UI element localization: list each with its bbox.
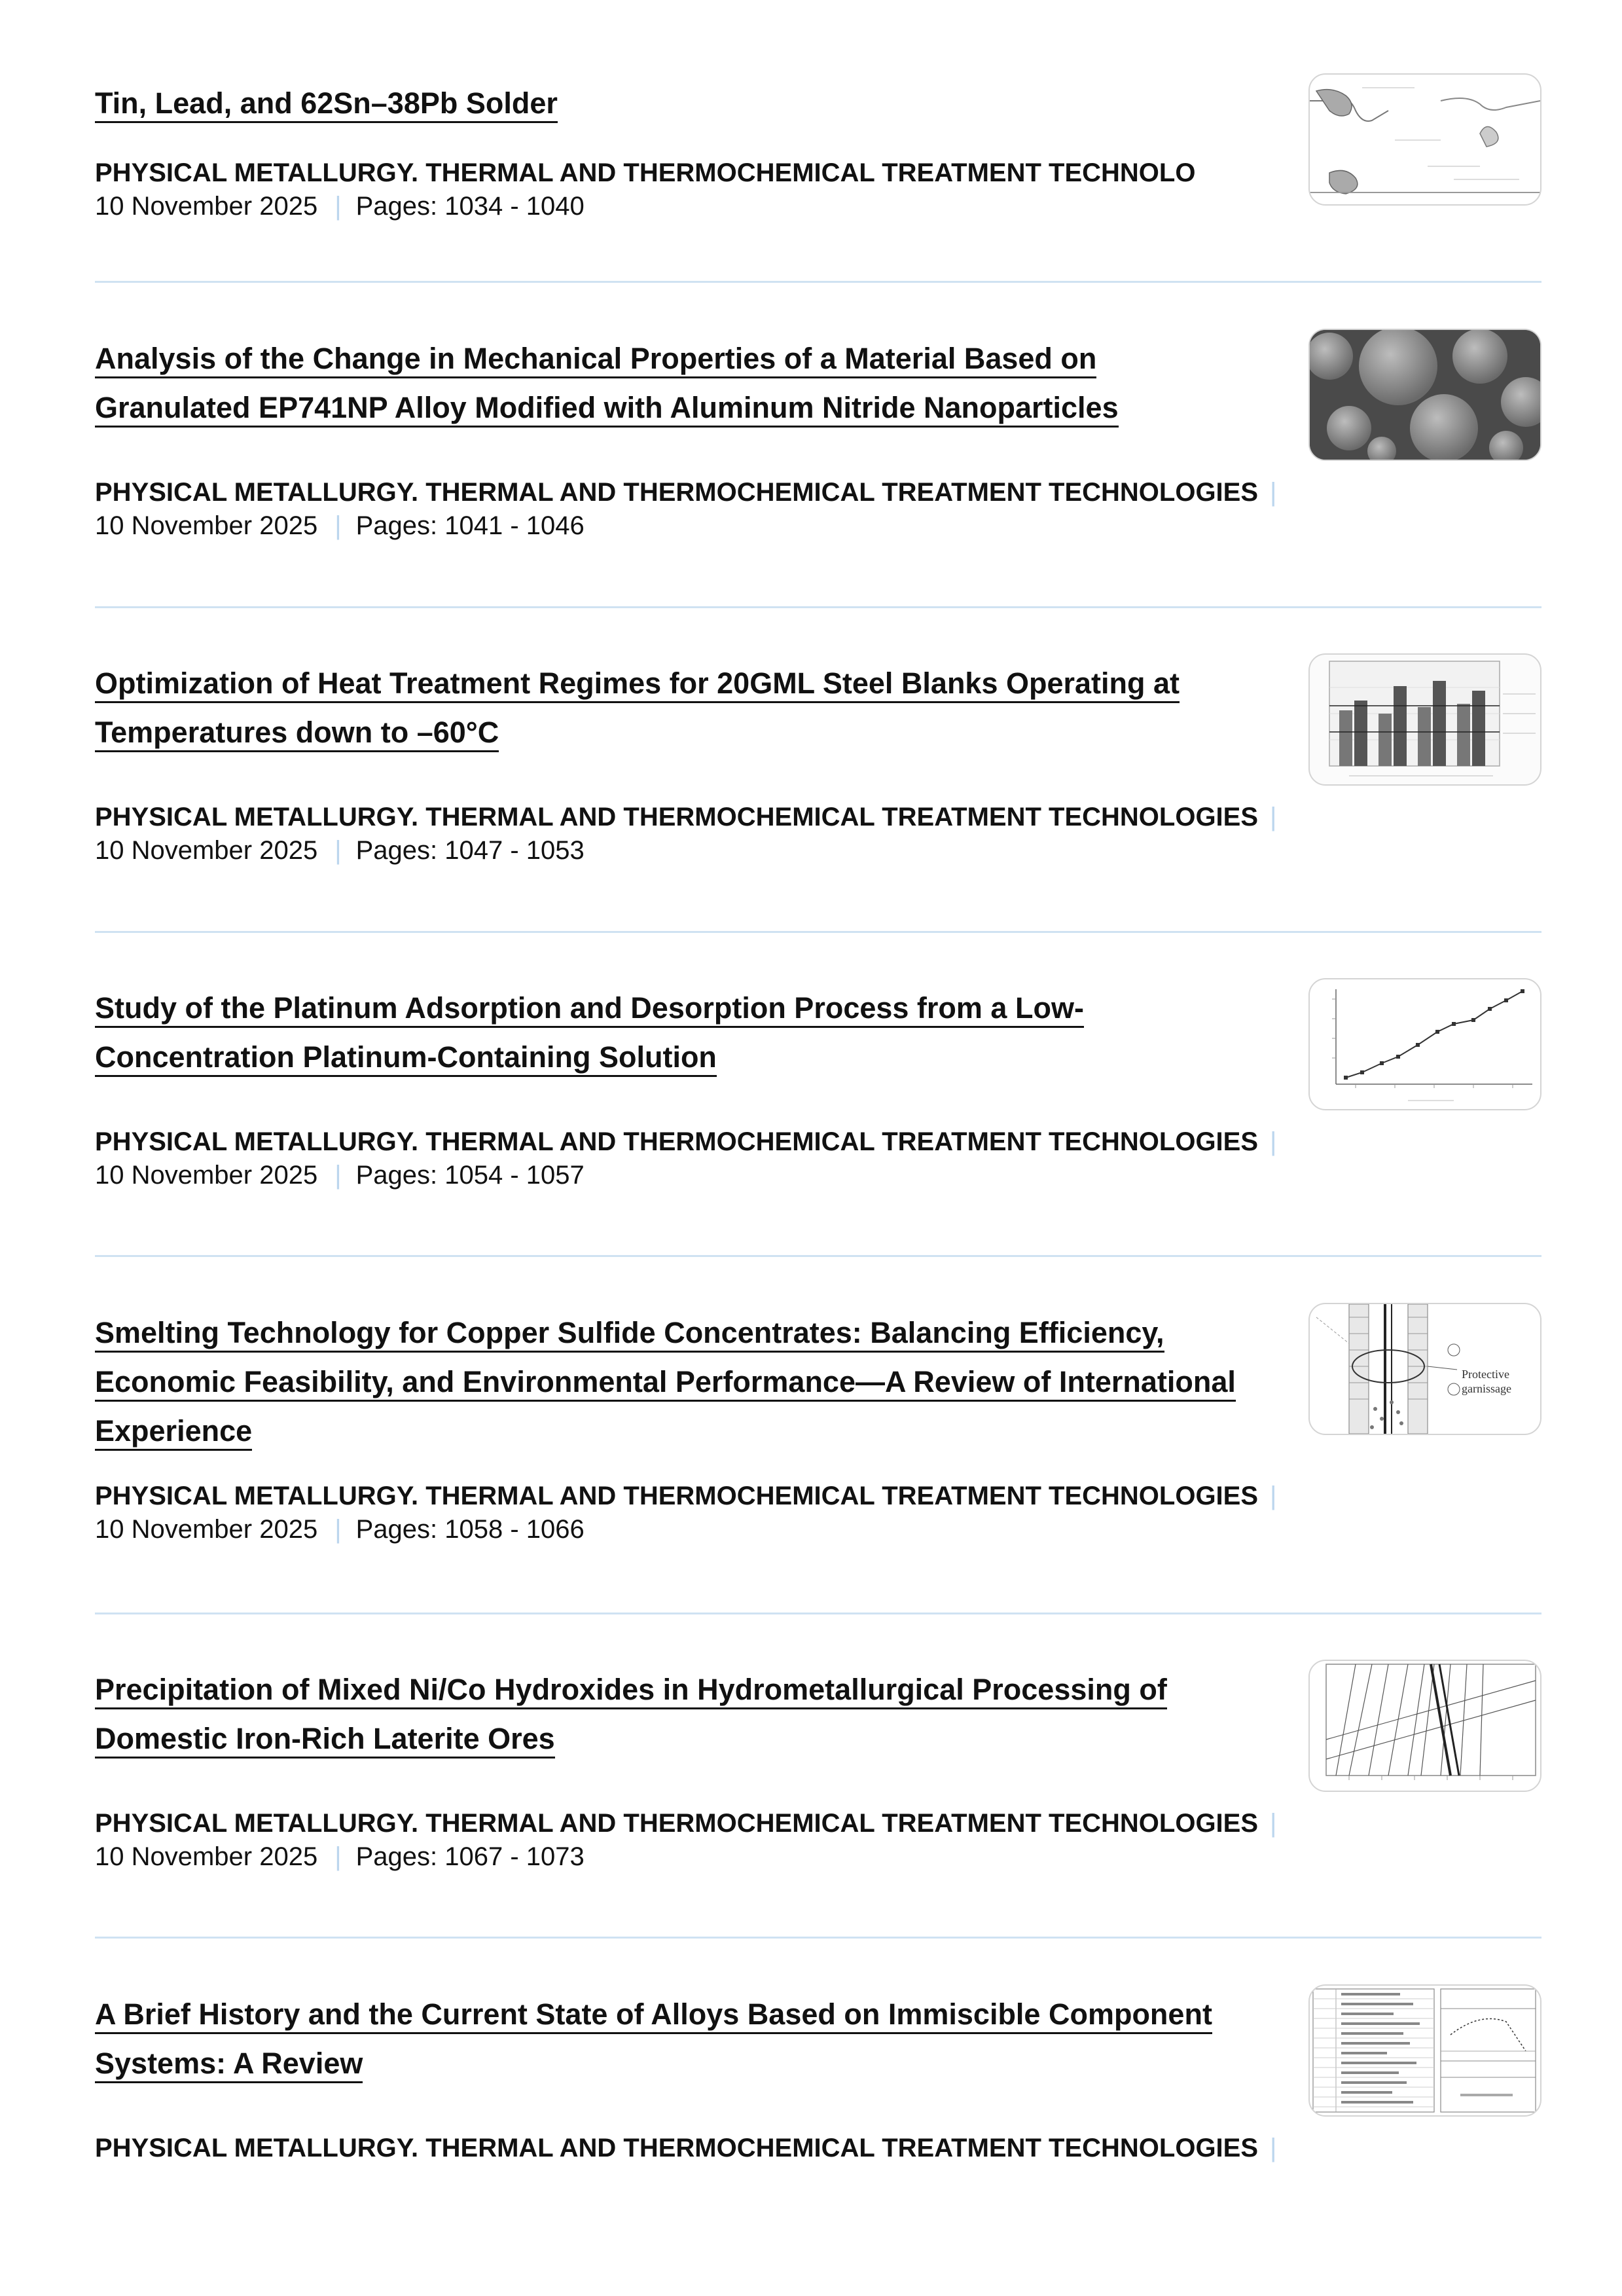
article-date: 10 November 2025 — [95, 511, 318, 540]
article-thumbnail[interactable] — [1308, 1660, 1541, 1792]
article-pages: Pages: 1058 - 1066 — [355, 1515, 585, 1544]
article-section-text: PHYSICAL METALLURGY. THERMAL AND THERMOCHEMICAL TREATMENT TECHNOLOGIES — [95, 803, 1259, 831]
article-section — [95, 801, 1404, 833]
article-thumbnail[interactable] — [1308, 329, 1541, 461]
article-thumbnail[interactable] — [1308, 978, 1541, 1110]
meta-separator: | — [1270, 1809, 1277, 1838]
article-dateline — [95, 189, 1404, 224]
article-dateline — [95, 833, 1404, 868]
article-date: 10 November 2025 — [95, 1161, 318, 1190]
meta-separator: | — [334, 836, 342, 865]
article-title-link[interactable]: Analysis of the Change in Mechanical Properties of a Material Based on Granulated EP741NP Alloy Modified with Aluminum Nitride Nanoparticles — [95, 342, 1119, 428]
article-pages: Pages: 1054 - 1057 — [355, 1161, 585, 1190]
table-figure-icon — [1310, 1986, 1540, 2115]
divider — [95, 1937, 1541, 1939]
article-section-text: PHYSICAL METALLURGY. THERMAL AND THERMOCHEMICAL TREATMENT TECHNOLOGIES — [95, 478, 1259, 507]
article-meta — [95, 1126, 1404, 1193]
meta-separator: | — [1270, 803, 1277, 831]
thumb-label: garnissage — [1462, 1382, 1511, 1395]
article-meta — [95, 157, 1404, 224]
article-item — [95, 334, 1541, 550]
article-section — [95, 477, 1404, 508]
article-section — [95, 2132, 1404, 2164]
meta-separator: | — [1270, 478, 1277, 507]
article-pages: Pages: 1067 - 1073 — [355, 1842, 585, 1871]
article-section — [95, 1126, 1404, 1157]
meta-separator: | — [334, 1161, 342, 1190]
schematic-diagram-icon — [1310, 75, 1540, 204]
article-date: 10 November 2025 — [95, 1842, 318, 1871]
article-item — [95, 79, 1541, 223]
article-title — [95, 983, 1260, 1082]
phase-diagram-icon — [1310, 1661, 1540, 1791]
article-title-link[interactable]: Smelting Technology for Copper Sulfide Concentrates: Balancing Efficiency, Economic Feasibility, and Environmental Performance—A Review of International Experience — [95, 1316, 1236, 1451]
article-title — [95, 1990, 1260, 2088]
article-thumbnail[interactable] — [1308, 653, 1541, 786]
article-section-text: PHYSICAL METALLURGY. THERMAL AND THERMOCHEMICAL TREATMENT TECHNOLOGIES — [95, 2134, 1259, 2162]
article-title-link[interactable]: A Brief History and the Current State of Alloys Based on Immiscible Component Systems: A Review — [95, 1997, 1212, 2083]
article-meta — [95, 1808, 1404, 1874]
article-title — [95, 1308, 1260, 1455]
divider — [95, 1255, 1541, 1257]
divider — [95, 1613, 1541, 1614]
article-section — [95, 157, 1404, 189]
article-pages: Pages: 1047 - 1053 — [355, 836, 585, 865]
line-plot-icon — [1310, 979, 1540, 1109]
meta-separator: | — [334, 1842, 342, 1871]
article-title — [95, 1665, 1260, 1763]
article-section-text: PHYSICAL METALLURGY. THERMAL AND THERMOCHEMICAL TREATMENT TECHNOLOGIES — [95, 1809, 1259, 1838]
article-date: 10 November 2025 — [95, 836, 318, 865]
article-title-link[interactable]: Tin, Lead, and 62Sn–38Pb Solder — [95, 86, 558, 123]
article-dateline — [95, 1839, 1404, 1874]
meta-separator: | — [1270, 1482, 1277, 1510]
article-title-link[interactable]: Study of the Platinum Adsorption and Desorption Process from a Low-Concentration Platinum-Containing Solution — [95, 991, 1084, 1077]
article-meta — [95, 801, 1404, 868]
article-section-text: PHYSICAL METALLURGY. THERMAL AND THERMOCHEMICAL TREATMENT TECHNOLO — [95, 158, 1196, 187]
article-title — [95, 79, 1260, 128]
article-meta — [95, 477, 1404, 543]
article-dateline — [95, 1512, 1404, 1547]
article-date: 10 November 2025 — [95, 1515, 318, 1544]
divider — [95, 281, 1541, 283]
micrograph-spheres-icon — [1310, 330, 1540, 460]
article-pages: Pages: 1034 - 1040 — [355, 192, 585, 221]
article-meta — [95, 1480, 1404, 1547]
article-title — [95, 659, 1260, 757]
article-section-text: PHYSICAL METALLURGY. THERMAL AND THERMOCHEMICAL TREATMENT TECHNOLOGIES — [95, 1127, 1259, 1156]
furnace-schematic-icon — [1310, 1304, 1540, 1434]
article-item — [95, 1308, 1541, 1570]
article-item — [95, 1990, 1541, 2199]
thumb-label: Protective — [1462, 1368, 1509, 1381]
divider — [95, 606, 1541, 608]
article-dateline — [95, 1157, 1404, 1193]
meta-separator: | — [1270, 2134, 1277, 2162]
article-section-text: PHYSICAL METALLURGY. THERMAL AND THERMOCHEMICAL TREATMENT TECHNOLOGIES — [95, 1482, 1259, 1510]
article-section — [95, 1480, 1404, 1512]
article-item — [95, 659, 1541, 875]
meta-separator: | — [334, 1515, 342, 1544]
article-date: 10 November 2025 — [95, 192, 318, 221]
article-item — [95, 1665, 1541, 1881]
divider — [95, 931, 1541, 933]
article-thumbnail[interactable] — [1308, 73, 1541, 206]
meta-separator: | — [334, 192, 342, 221]
article-thumbnail[interactable] — [1308, 1984, 1541, 2117]
bar-chart-icon — [1310, 655, 1540, 784]
article-thumbnail[interactable] — [1308, 1303, 1541, 1435]
article-title-link[interactable]: Precipitation of Mixed Ni/Co Hydroxides in Hydrometallurgical Processing of Domestic Iron-Rich Laterite Ores — [95, 1673, 1167, 1758]
article-section — [95, 1808, 1404, 1839]
article-meta — [95, 2132, 1404, 2164]
article-title-link[interactable]: Optimization of Heat Treatment Regimes for 20GML Steel Blanks Operating at Temperatures down to –60°C — [95, 666, 1180, 752]
article-dateline — [95, 508, 1404, 543]
meta-separator: | — [334, 511, 342, 540]
article-title — [95, 334, 1260, 432]
meta-separator: | — [1270, 1127, 1277, 1156]
article-pages: Pages: 1041 - 1046 — [355, 511, 585, 540]
article-item — [95, 983, 1541, 1199]
